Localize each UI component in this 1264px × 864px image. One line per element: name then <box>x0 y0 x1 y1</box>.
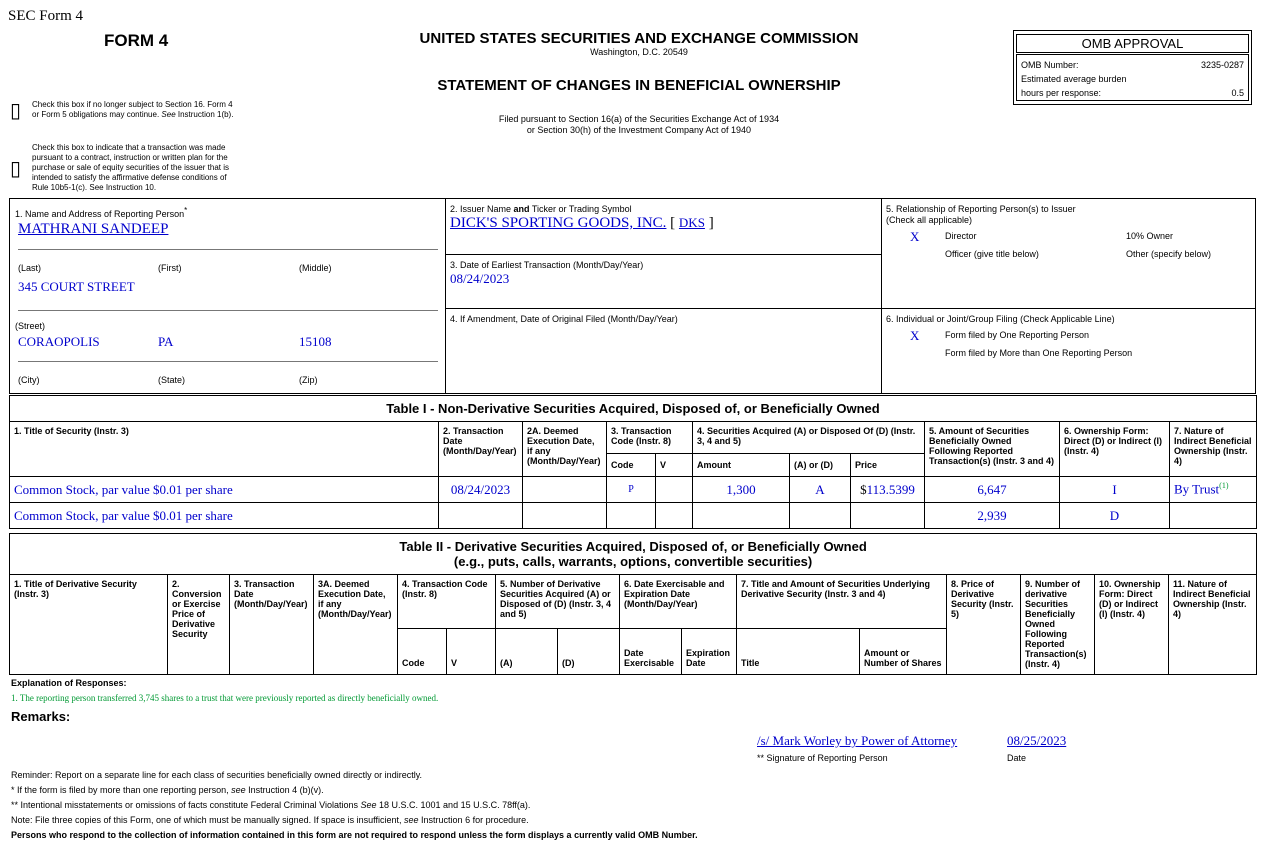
t1-col-acquired: 4. Securities Acquired (A) or Disposed Of (D) (Instr. 3, 4 and 5) <box>693 422 925 454</box>
last-label: (Last) <box>18 263 42 273</box>
price-symbol: $ <box>860 481 867 497</box>
box-issuer <box>445 198 882 255</box>
amount <box>693 503 790 529</box>
omb-title: OMB APPROVAL <box>1016 34 1249 53</box>
box4-label: 4. If Amendment, Date of Original Filed (Month/Day/Year) <box>450 314 678 324</box>
table-derivative <box>9 533 1257 675</box>
omb-hours: 0.5 <box>1231 88 1244 98</box>
security-title: Common Stock, par value $0.01 per share <box>10 503 439 529</box>
omb-number: 3235-0287 <box>1200 60 1244 70</box>
agency-header <box>340 30 938 57</box>
amount-owned: 2,939 <box>925 503 1060 529</box>
double-star-note: ** Intentional misstatements or omissions of facts constitute Federal Criminal Violations See 18 U.S.C. 1001 and 15 U.S.C. 78ff(a). <box>11 800 531 810</box>
price-value: 113.5399 <box>866 481 915 497</box>
ownership-nature <box>1170 477 1257 503</box>
divider <box>18 310 438 311</box>
divider <box>18 249 438 250</box>
price <box>851 503 925 529</box>
street-value: 345 COURT STREET <box>18 279 135 294</box>
t1-col-form: 6. Ownership Form: Direct (D) or Indirect (I) (Instr. 4) <box>1060 422 1170 477</box>
table2-title-cell <box>10 534 1257 575</box>
check-10b5-label <box>32 143 229 193</box>
table2-title: Table II - Derivative Securities Acquired, Disposed of, or Beneficially Owned <box>399 539 867 554</box>
ownership-form: I <box>1060 477 1170 503</box>
filed-pursuant <box>340 114 938 136</box>
t2-sub-code: Code <box>398 629 447 675</box>
more-persons-label: Form filed by More than One Reporting Person <box>945 348 1133 358</box>
t2-sub-d: (D) <box>558 629 620 675</box>
t1-sub-price: Price <box>851 454 925 477</box>
t2-sub-a: (A) <box>496 629 558 675</box>
t2-col-exercisable: 6. Date Exercisable and Expiration Date (Month/Day/Year) <box>620 575 737 629</box>
security-title: Common Stock, par value $0.01 per share <box>10 477 439 503</box>
acquired-disposed: A <box>790 477 851 503</box>
form-title: FORM 4 <box>104 31 169 50</box>
check2-line1: Check this box to indicate that a transaction was made <box>32 143 226 152</box>
t2-col-nature: 11. Nature of Indirect Beneficial Ownership (Instr. 4) <box>1169 575 1257 675</box>
doc-label: SEC Form 4 <box>8 8 84 24</box>
footnote-ref: (1) <box>1219 481 1229 491</box>
bracket-open: [ <box>670 215 676 231</box>
omb-burden-label: Estimated average burden <box>1021 74 1127 84</box>
city-label: (City) <box>18 375 40 385</box>
table2-subtitle: (e.g., puts, calls, warrants, options, convertible securities) <box>453 554 813 569</box>
checkbox-icon[interactable]: ▯ <box>10 156 22 180</box>
amount: 1,300 <box>693 477 790 503</box>
state-value: PA <box>158 334 174 349</box>
check1-see: See <box>161 110 176 119</box>
transaction-date: 08/24/2023 <box>439 477 523 503</box>
t1-col-code: 3. Transaction Code (Instr. 8) <box>607 422 693 454</box>
ticker-symbol[interactable]: DKS <box>678 215 705 230</box>
box1-label: 1. Name and Address of Reporting Person* <box>15 206 188 219</box>
t1-col-deemed: 2A. Deemed Execution Date, if any (Month/Day/Year) <box>523 422 607 477</box>
statement-title: STATEMENT OF CHANGES IN BENEFICIAL OWNERSHIP <box>437 77 841 94</box>
zip-label: (Zip) <box>299 375 318 385</box>
director-label: Director <box>945 231 977 241</box>
amount-owned: 6,647 <box>925 477 1060 503</box>
middle-label: (Middle) <box>299 263 332 273</box>
t2-col-title: 1. Title of Derivative Security (Instr. 3) <box>10 575 168 675</box>
check1-line2a: or Form 5 obligations may continue. <box>32 110 162 119</box>
signature-date[interactable]: 08/25/2023 <box>1007 733 1067 748</box>
t1-col-title: 1. Title of Security (Instr. 3) <box>10 422 439 477</box>
check2-line3: purchase or sale of equity securities of the issuer that is <box>32 163 229 172</box>
box5-label: 5. Relationship of Reporting Person(s) to Issuer (Check all applicable) <box>886 204 1076 225</box>
t2-sub-amount: Amount or Number of Shares <box>860 629 947 675</box>
transaction-v <box>656 477 693 503</box>
issuer-line <box>450 215 714 232</box>
officer-label: Officer (give title below) <box>945 249 1039 259</box>
omb-approval-box <box>1013 30 1252 105</box>
signature[interactable]: /s/ Mark Worley by Power of Attorney <box>757 733 958 748</box>
t1-col-nature: 7. Nature of Indirect Beneficial Ownership (Instr. 4) <box>1170 422 1257 477</box>
earliest-date: 08/24/2023 <box>450 271 510 286</box>
remarks-label: Remarks: <box>11 709 71 724</box>
table1-title: Table I - Non-Derivative Securities Acquired, Disposed of, or Beneficially Owned <box>10 396 1257 422</box>
nature-value: By Trust <box>1174 481 1220 497</box>
box-earliest-date <box>445 254 882 309</box>
t2-col-form: 10. Ownership Form: Direct (D) or Indirect (I) (Instr. 4) <box>1095 575 1169 675</box>
t2-sub-expiration: Expiration Date <box>682 629 737 675</box>
ownership-form: D <box>1060 503 1170 529</box>
first-label: (First) <box>158 263 182 273</box>
transaction-code <box>607 503 656 529</box>
reporting-person-name[interactable]: MATHRANI SANDEEP <box>18 221 169 237</box>
table-non-derivative <box>9 395 1257 529</box>
check-section16-label <box>32 100 233 120</box>
filed-pursuant-line-2: or Section 30(h) of the Investment Company Act of 1940 <box>526 125 752 135</box>
director-check-mark[interactable]: X <box>910 229 920 244</box>
omb-number-label: OMB Number: <box>1021 60 1079 70</box>
checkbox-icon[interactable]: ▯ <box>10 98 22 122</box>
t2-col-conversion: 2. Conversion or Exercise Price of Derivative Security <box>168 575 230 675</box>
divider <box>18 361 438 362</box>
t2-col-underlying: 7. Title and Amount of Securities Underlying Derivative Security (Instr. 3 and 4) <box>737 575 947 629</box>
explanation-label: Explanation of Responses: <box>11 678 127 688</box>
bracket-close: ] <box>708 215 714 231</box>
t2-sub-v: V <box>447 629 496 675</box>
state-label: (State) <box>158 375 186 385</box>
box-filing-type <box>881 308 1256 394</box>
ten-percent-owner-label: 10% Owner <box>1126 231 1174 241</box>
signature-label: ** Signature of Reporting Person <box>757 753 888 763</box>
footnote-1: 1. The reporting person transferred 3,745 shares to a trust that were previously reported as directly beneficially owned. <box>11 693 439 703</box>
table-row <box>10 477 1257 503</box>
transaction-code: P <box>607 477 656 503</box>
t2-col-price: 8. Price of Derivative Security (Instr. 5) <box>947 575 1021 675</box>
ownership-nature <box>1170 503 1257 529</box>
zip-value: 15108 <box>299 334 332 349</box>
agency-city: Washington, D.C. 20549 <box>590 47 688 57</box>
box-reporting-person <box>9 198 446 394</box>
box-amendment <box>445 308 882 394</box>
star-note: * If the form is filed by more than one reporting person, see Instruction 4 (b)(v). <box>11 785 324 795</box>
t1-col-date: 2. Transaction Date (Month/Day/Year) <box>439 422 523 477</box>
one-person-label: Form filed by One Reporting Person <box>945 330 1090 340</box>
t2-col-code: 4. Transaction Code (Instr. 8) <box>398 575 496 629</box>
t2-col-number: 5. Number of Derivative Securities Acquired (A) or Disposed of (D) (Instr. 3, 4 and 5) <box>496 575 620 629</box>
t1-sub-ad: (A) or (D) <box>790 454 851 477</box>
omb-hours-label: hours per response: <box>1021 88 1102 98</box>
omb-details <box>1016 54 1249 101</box>
acquired-disposed <box>790 503 851 529</box>
check2-line5: Rule 10b5-1(c). See Instruction 10. <box>32 183 157 192</box>
t2-sub-title: Title <box>737 629 860 675</box>
box2-label: 2. Issuer Name and Ticker or Trading Symbol <box>450 204 632 214</box>
transaction-date <box>439 503 523 529</box>
t1-sub-code: Code <box>607 454 656 477</box>
t2-col-date: 3. Transaction Date (Month/Day/Year) <box>230 575 314 675</box>
form-notes <box>11 768 698 843</box>
t1-col-owned: 5. Amount of Securities Beneficially Owned Following Reported Transaction(s) (Instr. 3 and 4) <box>925 422 1060 477</box>
t2-col-deemed: 3A. Deemed Execution Date, if any (Month/Day/Year) <box>314 575 398 675</box>
check2-line2: pursuant to a contract, instruction or written plan for the <box>32 153 228 162</box>
t2-sub-exercisable: Date Exercisable <box>620 629 682 675</box>
price <box>851 477 925 503</box>
filed-pursuant-line-1: Filed pursuant to Section 16(a) of the Securities Exchange Act of 1934 <box>498 114 780 124</box>
t2-col-owned: 9. Number of derivative Securities Beneficially Owned Following Reported Transaction(s) (Instr. 4) <box>1021 575 1095 675</box>
persons-note: Persons who respond to the collection of information contained in this form are not required to respond unless the form displays a currently valid OMB Number. <box>11 830 698 840</box>
city-value: CORAOPOLIS <box>18 334 100 349</box>
box3-label: 3. Date of Earliest Transaction (Month/Day/Year) <box>450 260 644 270</box>
copies-note: Note: File three copies of this Form, one of which must be manually signed. If space is insufficient, see Instruction 6 for procedure. <box>11 815 529 825</box>
other-label: Other (specify below) <box>1126 249 1212 259</box>
agency-name: UNITED STATES SECURITIES AND EXCHANGE COMMISSION <box>419 30 859 47</box>
deemed-date <box>523 477 607 503</box>
box6-label: 6. Individual or Joint/Group Filing (Check Applicable Line) <box>886 314 1115 324</box>
box-relationship <box>881 198 1256 309</box>
deemed-date <box>523 503 607 529</box>
check1-line1: Check this box if no longer subject to Section 16. Form 4 <box>32 100 233 109</box>
t1-sub-v: V <box>656 454 693 477</box>
one-person-check-mark[interactable]: X <box>910 328 920 343</box>
t1-sub-amount: Amount <box>693 454 790 477</box>
date-label: Date <box>1007 753 1027 763</box>
check1-line2b: Instruction 1(b). <box>175 110 234 119</box>
reminder-note: Reminder: Report on a separate line for each class of securities beneficially owned directly or indirectly. <box>11 770 423 780</box>
check2-line4: intended to satisfy the affirmative defense conditions of <box>32 173 227 182</box>
table-row <box>10 503 1257 529</box>
street-label: (Street) <box>15 321 46 331</box>
transaction-v <box>656 503 693 529</box>
issuer-name[interactable]: DICK'S SPORTING GOODS, INC. <box>450 215 667 231</box>
